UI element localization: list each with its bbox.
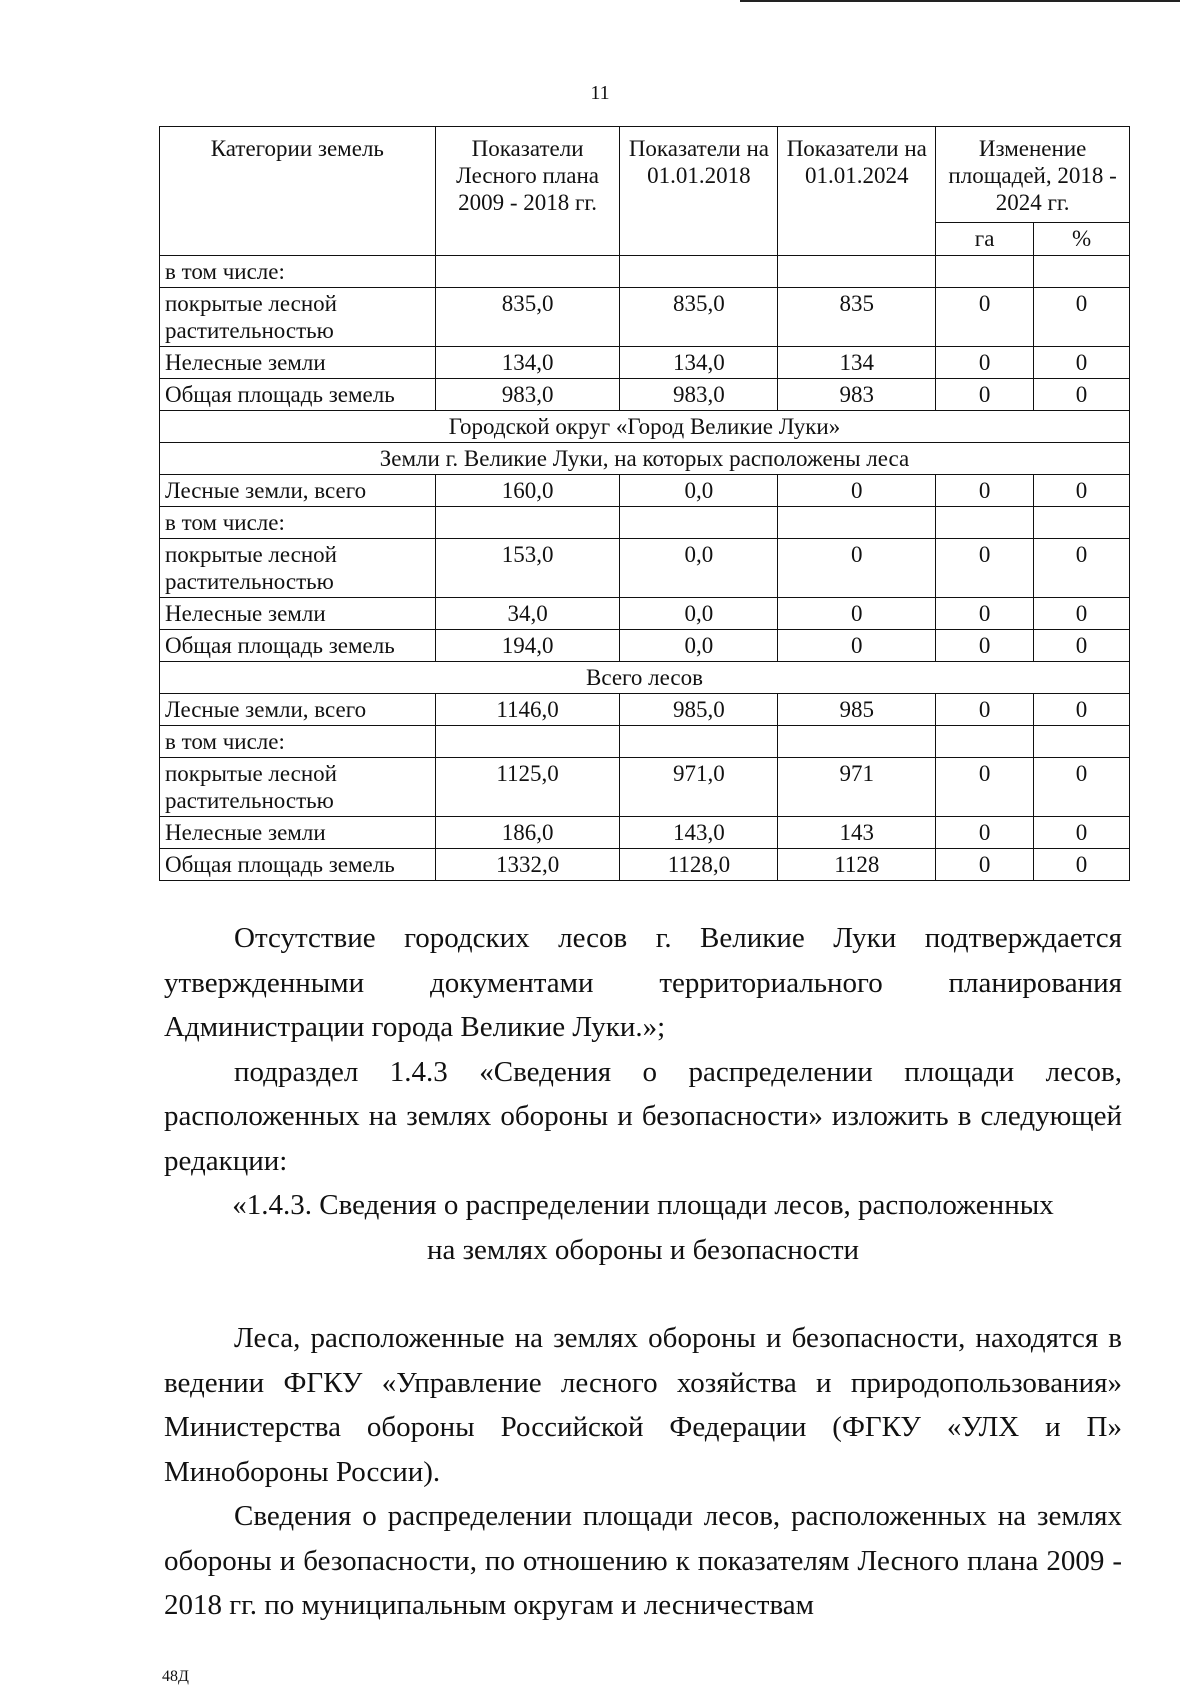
row-value-cell — [936, 507, 1034, 539]
row-category-cell: Общая площадь земель — [160, 849, 436, 881]
row-value-cell — [620, 507, 778, 539]
row-value-cell: 1128,0 — [620, 849, 778, 881]
row-value-cell — [1034, 507, 1130, 539]
row-value-cell: 0 — [1034, 817, 1130, 849]
header-2018: Показатели на 01.01.2018 — [620, 127, 778, 256]
row-value-cell — [435, 507, 620, 539]
row-value-cell: 0 — [936, 347, 1034, 379]
document-body — [164, 916, 1122, 1628]
row-category-cell: в том числе: — [160, 726, 436, 758]
table-row — [160, 694, 1130, 726]
header-category: Категории земель — [160, 127, 436, 256]
table-section-row — [160, 443, 1130, 475]
row-value-cell: 0,0 — [620, 630, 778, 662]
row-value-cell: 971 — [778, 758, 936, 817]
row-value-cell: 835,0 — [620, 288, 778, 347]
page-number: 11 — [590, 82, 610, 104]
table-row — [160, 726, 1130, 758]
row-value-cell — [1034, 256, 1130, 288]
row-value-cell: 0 — [1034, 598, 1130, 630]
row-value-cell: 0 — [1034, 288, 1130, 347]
row-value-cell: 0 — [936, 630, 1034, 662]
row-value-cell: 0 — [936, 288, 1034, 347]
row-value-cell: 983 — [778, 379, 936, 411]
row-value-cell: 0 — [936, 758, 1034, 817]
row-category-cell: в том числе: — [160, 507, 436, 539]
section-title-cell: Всего лесов — [160, 662, 1130, 694]
row-value-cell: 186,0 — [435, 817, 620, 849]
row-value-cell: 983,0 — [620, 379, 778, 411]
paragraph-subsection: подраздел 1.4.3 «Сведения о распределении площади лесов, расположенных на землях обороны и безопасности» изложить в следующей редакции: — [164, 1055, 1122, 1177]
table-row — [160, 539, 1130, 598]
row-value-cell: 0 — [936, 849, 1034, 881]
section-title-cell: Городской округ «Город Великие Луки» — [160, 411, 1130, 443]
header-change: Изменение площадей, 2018 - 2024 гг. — [936, 127, 1130, 223]
table-row — [160, 817, 1130, 849]
row-value-cell: 0 — [1034, 379, 1130, 411]
row-value-cell: 143 — [778, 817, 936, 849]
table-row — [160, 630, 1130, 662]
row-value-cell: 835 — [778, 288, 936, 347]
row-value-cell — [435, 726, 620, 758]
row-value-cell: 134,0 — [620, 347, 778, 379]
row-value-cell — [936, 256, 1034, 288]
row-value-cell: 0,0 — [620, 475, 778, 507]
row-value-cell — [936, 726, 1034, 758]
row-value-cell: 0 — [1034, 694, 1130, 726]
row-value-cell: 0 — [936, 475, 1034, 507]
row-value-cell: 0,0 — [620, 598, 778, 630]
row-value-cell: 0 — [1034, 347, 1130, 379]
row-value-cell: 0 — [778, 630, 936, 662]
table-row — [160, 256, 1130, 288]
row-category-cell: покрытые лесной растительностью — [160, 288, 436, 347]
row-value-cell: 0 — [1034, 539, 1130, 598]
row-category-cell: Общая площадь земель — [160, 379, 436, 411]
table-header-row — [160, 127, 1130, 223]
row-value-cell: 0 — [936, 817, 1034, 849]
table-row — [160, 288, 1130, 347]
land-categories-table — [159, 126, 1130, 881]
paragraph-absence: Отсутствие городских лесов г. Великие Луки подтверждается утвержденными документами территориального планирования Администрации города Великие Луки.»; — [164, 922, 1122, 1043]
row-value-cell — [778, 726, 936, 758]
row-value-cell — [620, 726, 778, 758]
row-category-cell: Нелесные земли — [160, 347, 436, 379]
row-value-cell: 134 — [778, 347, 936, 379]
row-category-cell: Нелесные земли — [160, 598, 436, 630]
section-heading-line2: на землях обороны и безопасности — [426, 1233, 860, 1266]
row-value-cell: 194,0 — [435, 630, 620, 662]
row-value-cell: 1146,0 — [435, 694, 620, 726]
footer-code: 48Д — [162, 1668, 189, 1685]
row-value-cell: 0 — [1034, 849, 1130, 881]
header-pct: % — [1034, 222, 1130, 255]
table-row — [160, 758, 1130, 817]
row-value-cell: 0 — [778, 475, 936, 507]
row-category-cell: Лесные земли, всего — [160, 475, 436, 507]
table-section-row — [160, 411, 1130, 443]
row-category-cell: в том числе: — [160, 256, 436, 288]
row-value-cell — [1034, 726, 1130, 758]
section-title-cell: Земли г. Великие Луки, на которых расположены леса — [160, 443, 1130, 475]
row-value-cell: 1332,0 — [435, 849, 620, 881]
table-body — [160, 256, 1130, 881]
row-value-cell: 0 — [1034, 758, 1130, 817]
row-value-cell — [778, 256, 936, 288]
row-category-cell: Общая площадь земель — [160, 630, 436, 662]
paragraph-distribution: Сведения о распределении площади лесов, расположенных на землях обороны и безопасности, по отношению к показателям Лесного плана 2009 - 2018 гг. по муниципальным округам и лесничествам — [164, 1500, 1122, 1621]
header-2024: Показатели на 01.01.2024 — [778, 127, 936, 256]
row-value-cell: 1125,0 — [435, 758, 620, 817]
table-row — [160, 598, 1130, 630]
section-heading-line1: «1.4.3. Сведения о распределении площади лесов, расположенных — [232, 1189, 1054, 1221]
row-value-cell: 153,0 — [435, 539, 620, 598]
row-value-cell: 160,0 — [435, 475, 620, 507]
spacer — [164, 1272, 1122, 1316]
paragraph-defense-forests: Леса, расположенные на землях обороны и безопасности, находятся в ведении ФГКУ «Управление лесного хозяйства и природопользования» Министерства обороны Российской Федерации (ФГКУ «УЛХ и П» Минобороны России). — [164, 1322, 1122, 1488]
table-row — [160, 475, 1130, 507]
row-value-cell: 0 — [936, 379, 1034, 411]
table-row — [160, 379, 1130, 411]
row-value-cell — [620, 256, 778, 288]
header-ha: га — [936, 222, 1034, 255]
row-value-cell: 971,0 — [620, 758, 778, 817]
row-value-cell: 985,0 — [620, 694, 778, 726]
row-category-cell: Лесные земли, всего — [160, 694, 436, 726]
row-value-cell: 1128 — [778, 849, 936, 881]
row-value-cell: 34,0 — [435, 598, 620, 630]
table-row — [160, 849, 1130, 881]
table-section-row — [160, 662, 1130, 694]
row-value-cell: 0 — [778, 598, 936, 630]
row-value-cell: 0,0 — [620, 539, 778, 598]
row-category-cell: покрытые лесной растительностью — [160, 539, 436, 598]
row-value-cell: 983,0 — [435, 379, 620, 411]
row-value-cell — [435, 256, 620, 288]
row-value-cell: 0 — [936, 694, 1034, 726]
row-value-cell: 0 — [778, 539, 936, 598]
row-value-cell: 0 — [936, 539, 1034, 598]
row-category-cell: покрытые лесной растительностью — [160, 758, 436, 817]
row-value-cell: 835,0 — [435, 288, 620, 347]
top-border-line — [740, 0, 1180, 2]
row-value-cell — [778, 507, 936, 539]
row-value-cell: 0 — [1034, 630, 1130, 662]
table-row — [160, 347, 1130, 379]
row-value-cell: 134,0 — [435, 347, 620, 379]
header-plan: Показатели Лесного плана 2009 - 2018 гг. — [435, 127, 620, 256]
row-value-cell: 985 — [778, 694, 936, 726]
row-value-cell: 0 — [1034, 475, 1130, 507]
row-value-cell: 143,0 — [620, 817, 778, 849]
row-category-cell: Нелесные земли — [160, 817, 436, 849]
row-value-cell: 0 — [936, 598, 1034, 630]
table-row — [160, 507, 1130, 539]
